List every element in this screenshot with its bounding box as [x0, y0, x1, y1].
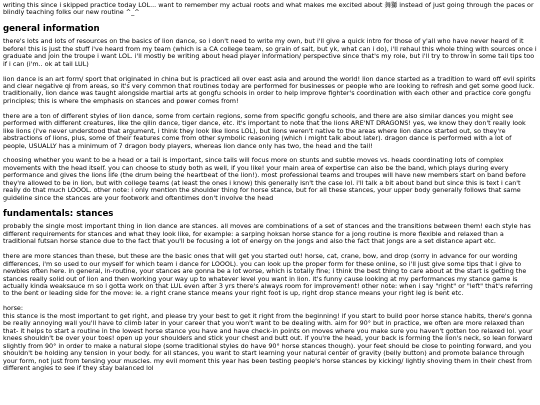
paragraph: lion dance is an art form/ sport that originated in china but is practiced all over east asia and around the world! lion dance started as a tradition to ward off evil spirits and clear negative qi from areas, so it's very common that routines today are performed for businesses or people who are looking to refresh and get some good luck. traditionally, lion dance was taught alongside martial arts at gongfu schools in order to help improve fighter's coordination with each other and practice core gongfu principles; this is where the emphasis on stances and power comes from! [3, 74, 536, 105]
paragraph: there's lots and lots of resources on the basics of lion dance, so i don't need to write my own, but i'll give a quick intro for those of y'all who have never heard of it before! this is just the stuff i've heard from my team (which is a CA college team, so grain of salt, but yk, what can i do), i'll rehaul this whole thing with sources once i graduate and join the troupe i want LOL. i'll mostly be writing about head player information/ perspective since that's my role, but i'll try to throw in some tail tips too if i can (i'm.. ok at tail LUL) [3, 37, 537, 68]
heading-general-information: general information [3, 24, 100, 35]
paragraph: there are a ton of different styles of lion dance, some from certain regions, some from specific gongfu schools, and there are also similar dances you might see performed with different creatures, like the qilin dance, tiger dance, etc. it's important to note that the lions ARE'NT DRAGONS! yes, we know they don't really look like lions (i've never understood that argument, i think they look like lions LOL), but lions weren't native to the areas where lion dance started out, so they're abstractions of lions, plus, some of their features come from other symbolic reasoning (which i might talk about later). dragon dance is performed with a lot of people, USUALLY has a minimum of 7 dragon body players, whereas lion dance only has two, the head and the tail! [3, 111, 526, 150]
paragraph: there are more stances than these, but these are the basic ones that will get you started out! horse, cat, crane, bow, and drop (sorry in advance for our wording differences, i'm so used to our myself for which team i dance for LOOOL). you can look up the proper form for these online, so i'll just give some tips that i give to newbies often here. in general, in-routine, your stances are gonna be a lot worse, which is totally fine; i think the best thing to care about at the start is getting the stances really solid out of lion and then working your way up to whatever level you want in lion. it's funny cause looking at my performances my stance game is actually kinda weaksauce rn so i gotta work on that LUL even after 3 yrs there's always room for improvement! other note: when i say "right" or "left" that's referring to the bent or leading side for the move: ie. a right crane stance means your right foot is up, right drop stance means your right leg is bent etc. [3, 252, 533, 298]
paragraph-horse: this stance is the most important to get right, and please try your best to get it right from the beginning! if you start to build poor horse stance habits, there's gonna be really annoying wall you'll have to climb later in your career that you won't want to be dealing with. aim for 90° but in practice, we often are more relaxed than that- it helps to start a routine in the lowest horse stance you have and have check-in points on moves where you make sure you haven't gotten too relaxed lol. your knees shouldn't be over your toes! open up your shoulders and stick your chest and butt out. if you're the head, your back is forming the lion's neck, so lean forward slightly from 90° in order to make a natural slope (some traditional styles do have 90° horse stances though). your feet should be close to pointing forward, and you shouldn't be holding any tension in your body. for all stances, you want to start learning your natural center of gravity (belly button) and promote balance through your form, not just from tensing your muscles. my evil moment this year has been testing people's horse stances by kicking/ lightly shoving them in their chest from different angles to see if they stay balanced lol [3, 311, 533, 372]
paragraph: choosing whether you want to be a head or a tail is important, since tails will focus more on stunts and subtle moves vs. heads coordinating lots of complex movements with the head itself. you can choose to study both as well, if you like! your main area of expertise can also be the band, which plays during every performance and gives the lions life (the drum being the heartbeat of the lion!). most professional teams and troupes will have new members start on band before they're allowed to be in lion, but with college teams (at least the ones i know) this generally isn't the case lol. i'll talk a bit about band but since this is text i can't really do that much LOOOL. other note: i only mention the shoulder thing for horse stance, but for all these stances, your upper body generally follows that same guideline since the stances are your footwork and oftentimes don't involve the head [3, 156, 526, 202]
intro-paragraph: writing this since i skipped practice today LOL... want to remember my actual roots and what makes me excited about 舞獅 instead of just going through the paces or blindly teaching folks our new routine ^_^ [3, 1, 534, 17]
heading-fundamentals-stances: fundamentals: stances [3, 209, 114, 220]
paragraph: probably the single most important thing in lion dance are stances. all moves are combinations of a set of stances and the transitions between them! each style has different requirements for stances and what they look like, for example: a sarping hoksan horse stance for a jong routine is more flexible and relaxed than a traditional futsan horse stance due to the fact that you'll be focusing a lot of energy on the jongs and also the fact that jongs are a set distance apart etc. [3, 222, 531, 246]
subheading-horse: horse: [3, 304, 24, 313]
